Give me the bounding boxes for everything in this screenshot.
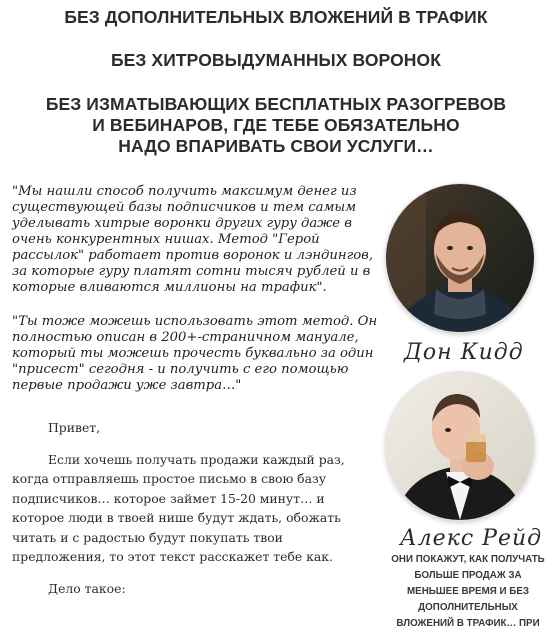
author-photo-2 — [386, 372, 534, 520]
headline-webinars-line2: И ВЕБИНАРОВ, ГДЕ ТЕБЕ ОБЯЗАТЕЛЬНО — [92, 115, 460, 135]
headline-webinars-line1: БЕЗ ИЗМАТЫВАЮЩИХ БЕСПЛАТНЫХ РАЗОГРЕВОВ — [45, 94, 507, 114]
letter-greeting: Привет, — [48, 420, 101, 435]
testimonial-quote-1: "Мы нашли способ получить максимум денег из существующей базы подписчиков и тем самым уделывать хитрые воронки других гуру даже в очень конкурентных нишах. Метод "Герой рассылок" работает против воронок и лэндингов, за которые гуру платят сотни тысяч рублей и в которые вливаются миллионы на трафик". — [12, 184, 374, 295]
man-portrait-1-image — [386, 184, 534, 332]
headline-funnels: БЕЗ ХИТРОВЫДУМАННЫХ ВОРОНОК — [110, 50, 442, 70]
letter-paragraph: Если хочешь получать продажи каждый раз, когда отправляешь простое письмо в свою базу подписчиков… которое займет 15-20 минут… и которое люди в твоей нише будут ждать, обожать читать и с радостью будут покупать твои предложения, то этот текст расскажет тебе как. — [12, 451, 345, 564]
man-portrait-2-image — [386, 372, 534, 520]
author-1-signature: Дон Кидд — [404, 340, 524, 365]
testimonial-quote-2: "Ты тоже можешь использовать этот метод. Он полностью описан в 200+-страничном мануале, который ты можешь прочесть буквально за один "присест" сегодня - и получить с его помощью первые продажи уже завтра…" — [12, 314, 378, 393]
cut-off-text — [48, 604, 248, 614]
authors-caption: ОНИ ПОКАЖУТ, КАК ПОЛУЧАТЬ БОЛЬШЕ ПРОДАЖ ЗА МЕНЬШЕЕ ВРЕМЯ И БЕЗ ДОПОЛНИТЕЛЬНЫХ ВЛОЖЕНИЙ В ТРАФИК… ПРИ — [391, 554, 545, 629]
author-photo-1 — [386, 184, 534, 332]
author-2-signature: Алекс Рейд — [400, 526, 543, 551]
headline-webinars-line3: НАДО ВПАРИВАТЬ СВОИ УСЛУГИ… — [118, 136, 434, 156]
letter-paragraph-intro: Дело такое: — [48, 580, 126, 596]
letter-body — [12, 418, 352, 598]
headline-traffic: БЕЗ ДОПОЛНИТЕЛЬНЫХ ВЛОЖЕНИЙ В ТРАФИК — [64, 7, 488, 27]
